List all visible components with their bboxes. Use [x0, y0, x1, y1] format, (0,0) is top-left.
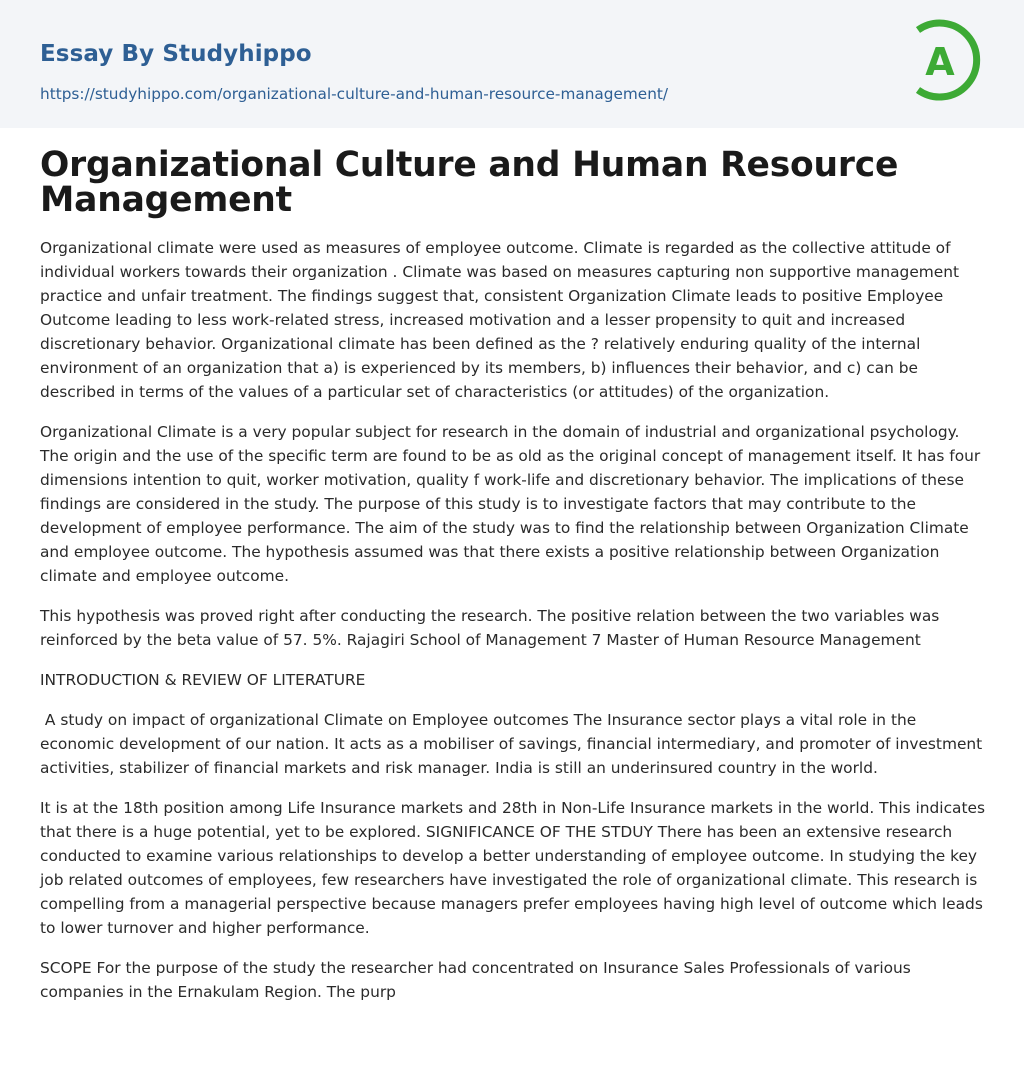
studyhippo-logo-icon[interactable] — [908, 18, 988, 106]
article-content — [40, 145, 990, 1020]
article-paragraph: SCOPE For the purpose of the study the researcher had concentrated on Insurance Sales Professionals of various companies in the Ernakulam Region. The purp — [40, 959, 916, 1001]
article-title: Organizational Culture and Human Resource Management — [40, 145, 899, 220]
source-url-link[interactable]: https://studyhippo.com/organizational-culture-and-human-resource-management/ — [40, 85, 669, 103]
article-paragraph: It is at the 18th position among Life Insurance markets and 28th in Non-Life Insurance markets in the world. This indicates that there is a huge potential, yet to be explored. SIGNIFICANCE OF THE STDUY There has been an extensive research conducted to examine various relationships to develop a better understanding of employee outcome. In studying the key job related outcomes of employees, few researchers have investigated the role of organizational climate. This research is compelling from a managerial perspective because managers prefer employees having high level of outcome which leads to lower turnover and higher performance. — [40, 799, 990, 937]
site-header — [0, 0, 1024, 128]
article-paragraph: A study on impact of organizational Climate on Employee outcomes The Insurance sector plays a vital role in the economic development of our nation. It acts as a mobiliser of savings, financial intermediary, and promoter of investment activities, stabilizer of financial markets and risk manager. India is still an underinsured country in the world. — [40, 711, 988, 777]
article-paragraph: Organizational climate were used as measures of employee outcome. Climate is regarded as the collective attitude of individual workers towards their organization . Climate was based on measures capturing non supportive management practice and unfair treatment. The findings suggest that, consistent Organization Climate leads to positive Employee Outcome leading to less work-related stress, increased motivation and a lesser propensity to quit and increased discretionary behavior. Organizational climate has been defined as the ? relatively enduring quality of the internal environment of an organization that a) is experienced by its members, b) influences their behavior, and c) can be described in terms of the values of a particular set of characteristics (or attitudes) of the organization. — [40, 239, 964, 401]
article-paragraph: This hypothesis was proved right after conducting the research. The positive relation between the two variables was reinforced by the beta value of 57. 5%. Rajagiri School of Management 7 Master of Human Resource Management — [40, 607, 945, 649]
article-paragraph: Organizational Climate is a very popular subject for research in the domain of industrial and organizational psychology. The origin and the use of the specific term are found to be as old as the original concept of management itself. It has four dimensions intention to quit, worker motivation, quality f work-life and discretionary behavior. The implications of these findings are considered in the study. The purpose of this study is to investigate factors that may contribute to the development of employee performance. The aim of the study was to find the relationship between Organization Climate and employee outcome. The hypothesis assumed was that there exists a positive relationship between Organization climate and employee outcome. — [40, 423, 986, 585]
logo-letter: A — [925, 40, 955, 84]
section-heading: INTRODUCTION & REVIEW OF LITERATURE — [40, 671, 366, 689]
site-brand[interactable]: Essay By Studyhippo — [40, 41, 312, 67]
